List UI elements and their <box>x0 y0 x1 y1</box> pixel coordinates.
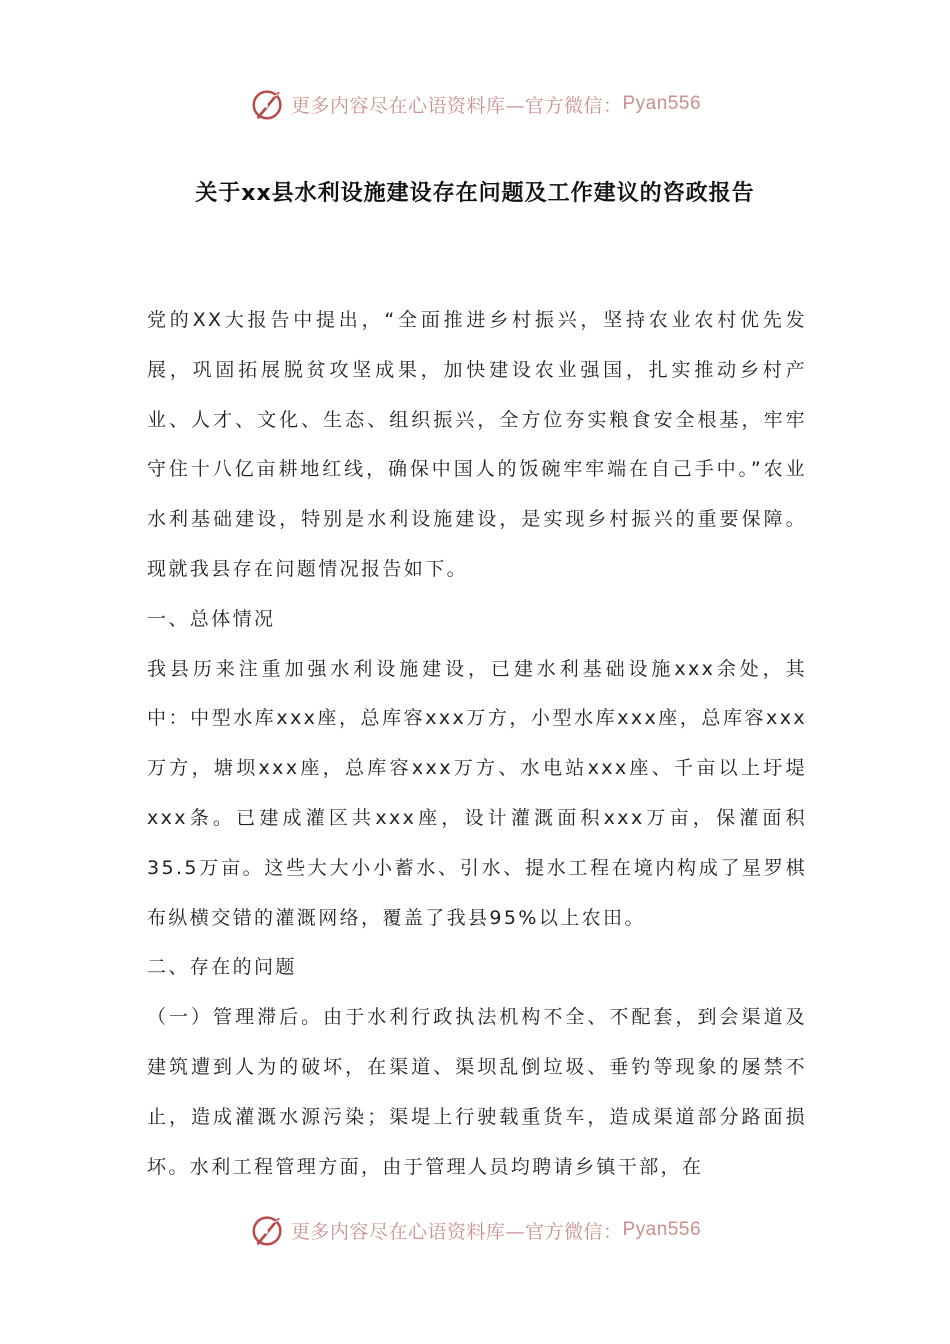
paragraph-overview: 我县历来注重加强水利设施建设，已建水利基础设施xxx余处，其中：中型水库xxx座，总库容xxx万方，小型水库xxx座，总库容xxx万方，塘坝xxx座，总库容xxx万方、水电站xxx座、千亩以上圩堤xxx条。已建成灌区共xxx座，设计灌溉面积xxx万亩，保灌面积35.5万亩。这些大大小小蓄水、引水、提水工程在境内构成了星罗棋布纵横交错的灌溉网络，覆盖了我县95%以上农田。 <box>147 657 807 929</box>
footer-watermark-banner <box>0 1208 950 1252</box>
document-title: 关于xx县水利设施建设存在问题及工作建议的咨政报告 <box>195 181 755 206</box>
pen-nib-circle-icon <box>249 85 287 123</box>
paragraph-problem-1: （一）管理滞后。由于水利行政执法机构不全、不配套，到会渠道及建筑遭到人为的破坏，在渠道、渠坝乱倒垃圾、垂钓等现象的屡禁不止，造成灌溉水源污染；渠堤上行驶载重货车，造成渠道部分路面损坏。水利工程管理方面，由于管理人员均聘请乡镇干部，在 <box>147 1006 807 1178</box>
banner-text: 更多内容尽在心语资料库—官方微信： <box>290 94 623 117</box>
banner-wechat-id: Pyan556 <box>622 1219 702 1240</box>
header-watermark-banner <box>0 82 950 126</box>
document-body <box>147 296 807 1192</box>
section-heading-overview: 一、总体情况 <box>147 607 276 630</box>
banner-wechat-id: Pyan556 <box>622 93 702 114</box>
pen-nib-circle-icon <box>249 1211 287 1249</box>
section-heading-problems: 二、存在的问题 <box>147 956 297 979</box>
paragraph-intro: 党的XX大报告中提出，“全面推进乡村振兴，坚持农业农村优先发展，巩固拓展脱贫攻坚成果，加快建设农业强国，扎实推动乡村产业、人才、文化、生态、组织振兴，全方位夯实粮食安全根基，牢牢守住十八亿亩耕地红线，确保中国人的饭碗牢牢端在自己手中。”农业水利基础建设，特别是水利设施建设，是实现乡村振兴的重要保障。现就我县存在问题情况报告如下。 <box>147 309 807 580</box>
banner-text: 更多内容尽在心语资料库—官方微信： <box>290 1220 623 1243</box>
